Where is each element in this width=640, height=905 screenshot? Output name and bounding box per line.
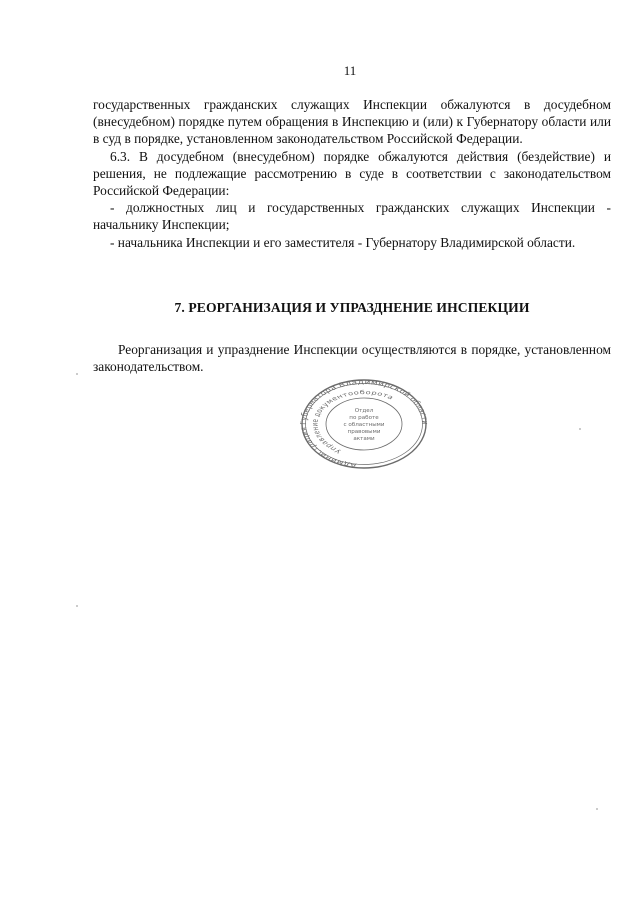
- paragraph-complaints-procedure: государственных гражданских служащих Инспекции обжалуются в досудебном (внесудебном) порядке путем обращения в Инспекцию и (или) к Губернатору области или в суд в порядке, установленном законодательством Российской Федерации.: [93, 97, 611, 147]
- paragraph-6-3: 6.3. В досудебном (внесудебном) порядке обжалуются действия (бездействие) и решения, не подлежащие рассмотрению в суде в соответствии с законодательством Российской Федерации:: [93, 148, 611, 199]
- scan-speck: [596, 808, 598, 810]
- official-seal-stamp: [300, 378, 428, 470]
- seal-outer-text: Администраци бернатора Владимирской облас: [300, 378, 428, 470]
- section-7-body: [93, 341, 611, 375]
- seal-center-line-3: с областными: [343, 422, 385, 428]
- seal-graphic: [300, 378, 428, 470]
- section-6-continuation: [93, 96, 611, 251]
- seal-center-line-4: правовыми: [347, 429, 381, 435]
- seal-center-line-1: Отдел: [354, 408, 374, 414]
- paragraph-reorganization: Реорганизация и упразднение Инспекции осуществляются в порядке, установленном законодательством.: [93, 342, 611, 375]
- scan-speck: [76, 605, 78, 607]
- seal-center-line-2: по работе: [349, 415, 379, 421]
- section-7-heading: 7. РЕОРГАНИЗАЦИЯ И УПРАЗДНЕНИЕ ИНСПЕКЦИИ: [174, 300, 530, 315]
- scan-speck: [579, 428, 581, 430]
- list-item-head: - начальника Инспекции и его заместителя - Губернатору Владимирской области.: [110, 234, 576, 250]
- page-number: 11: [343, 63, 357, 78]
- scan-speck: [76, 373, 78, 375]
- seal-center-line-5: актами: [353, 436, 375, 442]
- list-item-officials: - должностных лиц и государственных гражданских служащих Инспекции - начальнику Инспекции;: [93, 200, 611, 233]
- seal-middle-text: Управление документооборота: [309, 388, 396, 455]
